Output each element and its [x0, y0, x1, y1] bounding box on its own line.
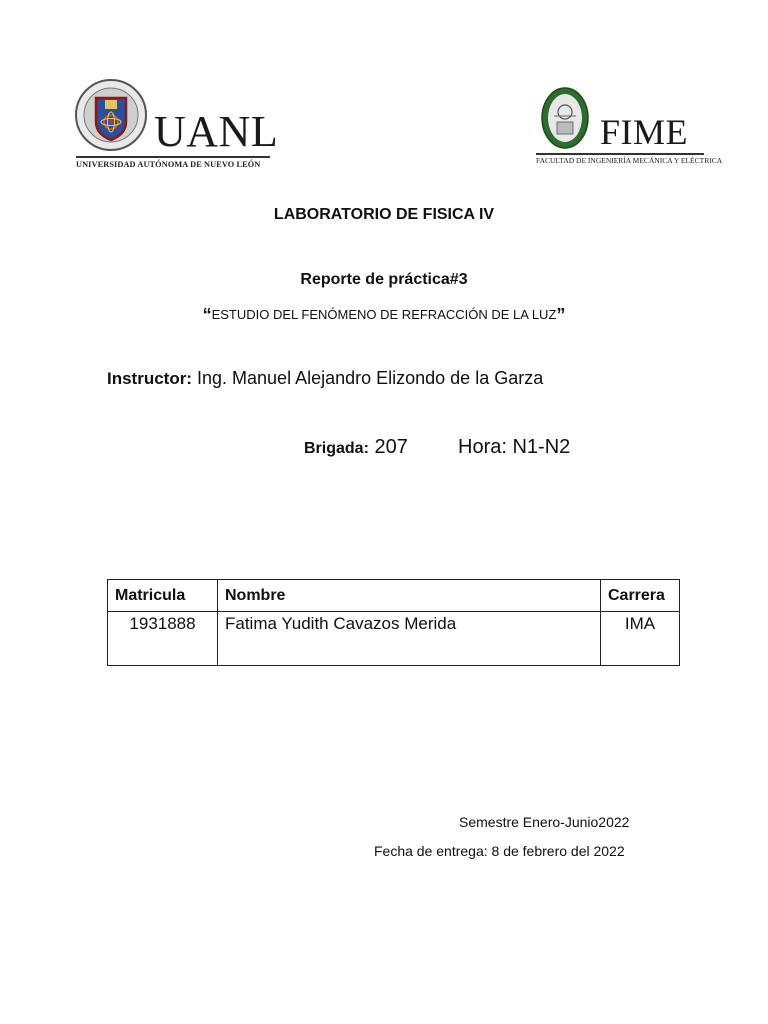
fime-subtitle: FACULTAD DE INGENIERÍA MECÁNICA Y ELÉCTRICA	[536, 156, 723, 165]
report-title: Reporte de práctica#3	[300, 271, 468, 288]
fime-wordmark: FIME	[600, 112, 689, 152]
brigada-value: 207	[368, 436, 408, 458]
cell-nombre: Fatima Yudith Cavazos Merida	[218, 612, 601, 666]
semester-text: Semestre Enero-Junio2022	[459, 814, 630, 830]
brigada-line	[304, 436, 408, 459]
uanl-subtitle: UNIVERSIDAD AUTÓNOMA DE NUEVO LEÓN	[76, 160, 261, 169]
study-title-text: ESTUDIO DEL FENÓMENO DE REFRACCIÓN DE LA LUZ	[211, 307, 557, 322]
column-header-carrera: Carrera	[601, 580, 680, 612]
fime-logo	[540, 86, 590, 150]
table-header-row	[108, 580, 680, 612]
uanl-divider	[76, 156, 270, 158]
student-table	[107, 579, 680, 666]
column-header-matricula: Matricula	[108, 580, 218, 612]
lab-title: LABORATORIO DE FISICA IV	[273, 206, 495, 223]
uanl-seal-icon	[74, 78, 148, 152]
instructor-name: Ing. Manuel Alejandro Elizondo de la Garza	[192, 368, 544, 388]
cell-matricula: 1931888	[108, 612, 218, 666]
instructor-label: Instructor:	[107, 369, 192, 388]
hora-text: Hora: N1-N2	[458, 436, 571, 458]
study-title	[0, 305, 768, 326]
column-header-nombre: Nombre	[218, 580, 601, 612]
table-row	[108, 612, 680, 666]
fime-divider	[536, 153, 704, 155]
cell-carrera: IMA	[601, 612, 680, 666]
close-quote: ”	[556, 305, 566, 325]
open-quote: “	[202, 305, 212, 325]
uanl-wordmark: UANL	[154, 107, 279, 156]
instructor-line	[107, 368, 543, 389]
delivery-date-text: Fecha de entrega: 8 de febrero del 2022	[374, 843, 625, 859]
fime-seal-icon	[540, 86, 590, 150]
brigada-label: Brigada:	[304, 440, 369, 457]
